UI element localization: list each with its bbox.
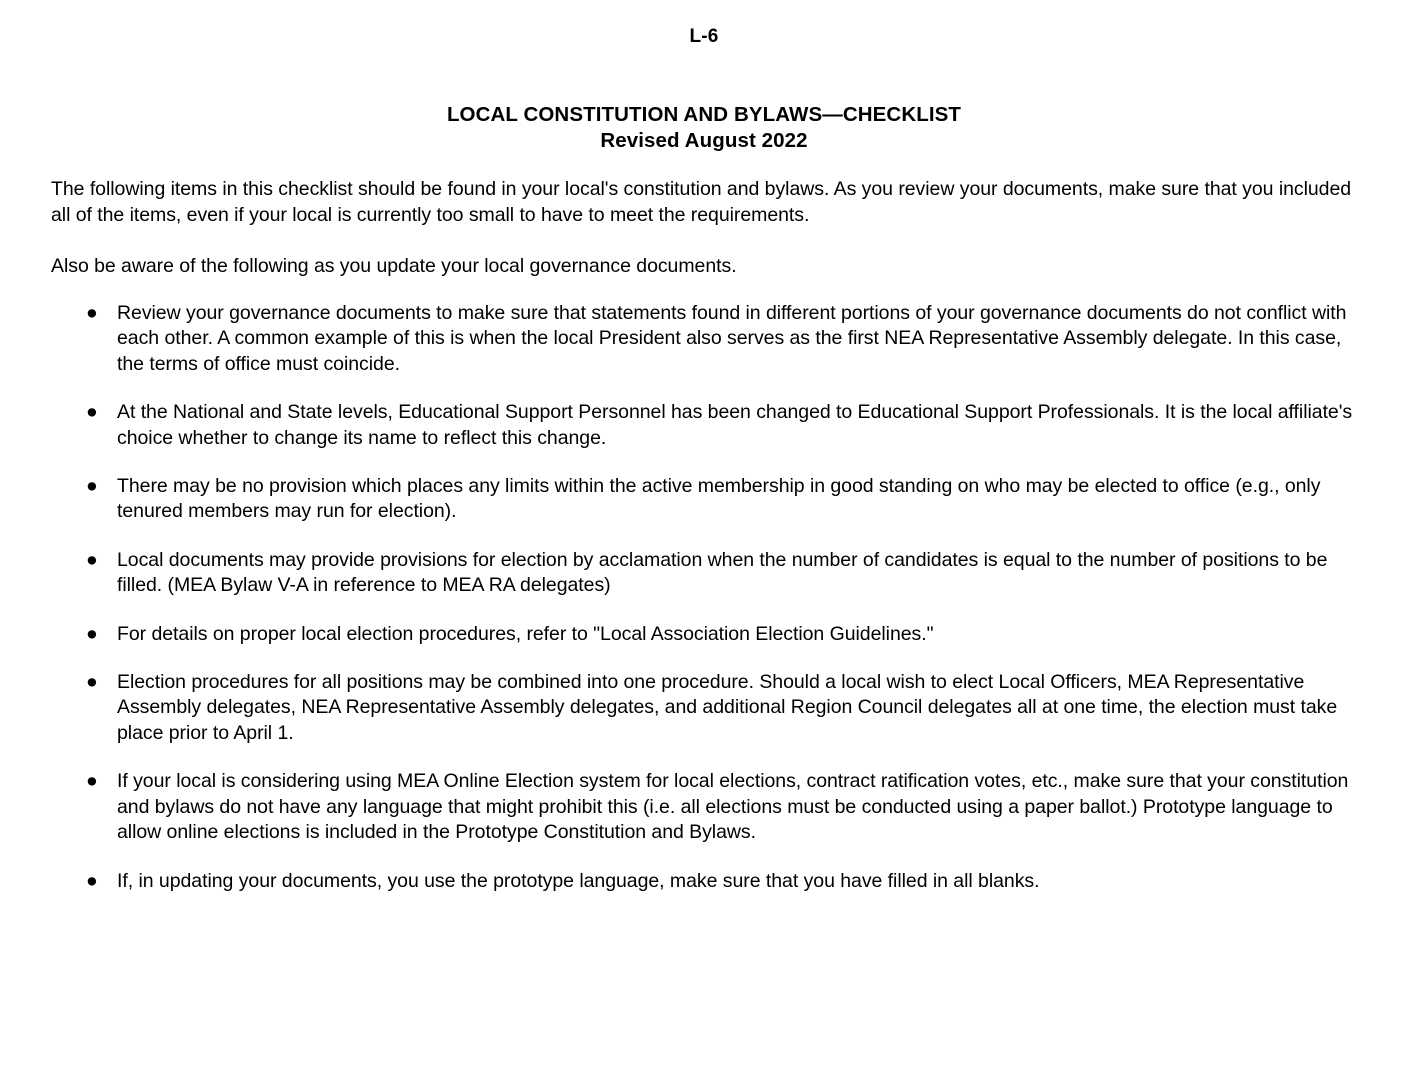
document-title-block [0,102,1408,154]
list-item [51,474,1353,525]
checklist-notes-list [51,301,1353,894]
list-item [51,769,1353,845]
list-item-text: If, in updating your documents, you use the prototype language, make sure that you have filled in all blanks. [117,869,1040,892]
bullet-point-icon: ● [86,622,98,645]
list-item-text: If your local is considering using MEA Online Election system for local elections, contract ratification votes, etc., make sure that your constitution and bylaws do not have any language that might prohibit this (i.e. all elections must be conducted using a paper ballot.) Prototype language to allow online elections is included in the Prototype Constitution and Bylaws. [117,770,1349,844]
list-item-text: Election procedures for all positions may be combined into one procedure. Should a local wish to elect Local Officers, MEA Representative Assembly delegates, NEA Representative Assembly delegates, and additional Region Council delegates all at one time, the election must take place prior to April 1. [117,671,1338,744]
list-item [51,869,1353,894]
list-item [51,622,1353,647]
list-item [51,670,1353,746]
list-item [51,548,1353,599]
intro-paragraph-1: The following items in this checklist should be found in your local's constitution and bylaws. As you review your documents, make sure that you included all of the items, even if your local is currently too small to have to meet the requirements. [51,178,1352,226]
list-item [51,400,1353,451]
list-item-text: At the National and State levels, Educational Support Personnel has been changed to Educational Support Professionals. It is the local affiliate's choice whether to change its name to reflect this change. [117,401,1353,449]
bullet-point-icon: ● [86,302,98,324]
bullet-point-icon: ● [86,548,98,571]
bullet-point-icon: ● [86,770,98,793]
list-item-text: For details on proper local election procedures, refer to "Local Association Election Guidelines." [117,622,934,645]
document-title: LOCAL CONSTITUTION AND BYLAWS—CHECKLIST [446,103,962,126]
bullet-point-icon: ● [86,475,98,498]
document-body [51,176,1353,894]
intro-paragraph-2: Also be aware of the following as you update your local governance documents. [51,255,737,277]
bullet-point-icon: ● [86,401,98,424]
bullet-point-icon: ● [86,869,98,892]
list-item-text: Local documents may provide provisions for election by acclamation when the number of candidates is equal to the number of positions to be filled. (MEA Bylaw V-A in reference to MEA RA delegates) [117,548,1328,597]
list-item-text: Review your governance documents to make sure that statements found in different portions of your governance documents do not conflict with each other. A common example of this is when the local President also serves as the first NEA Representative Assembly delegate. In this case, the terms of office must coincide. [117,302,1347,375]
bullet-point-icon: ● [86,671,98,694]
list-item [51,301,1353,377]
document-subtitle: Revised August 2022 [600,129,808,152]
page-number-header: L-6 [689,26,719,47]
list-item-text: There may be no provision which places any limits within the active membership in good standing on who may be elected to office (e.g., only tenured members may run for election). [117,475,1321,523]
